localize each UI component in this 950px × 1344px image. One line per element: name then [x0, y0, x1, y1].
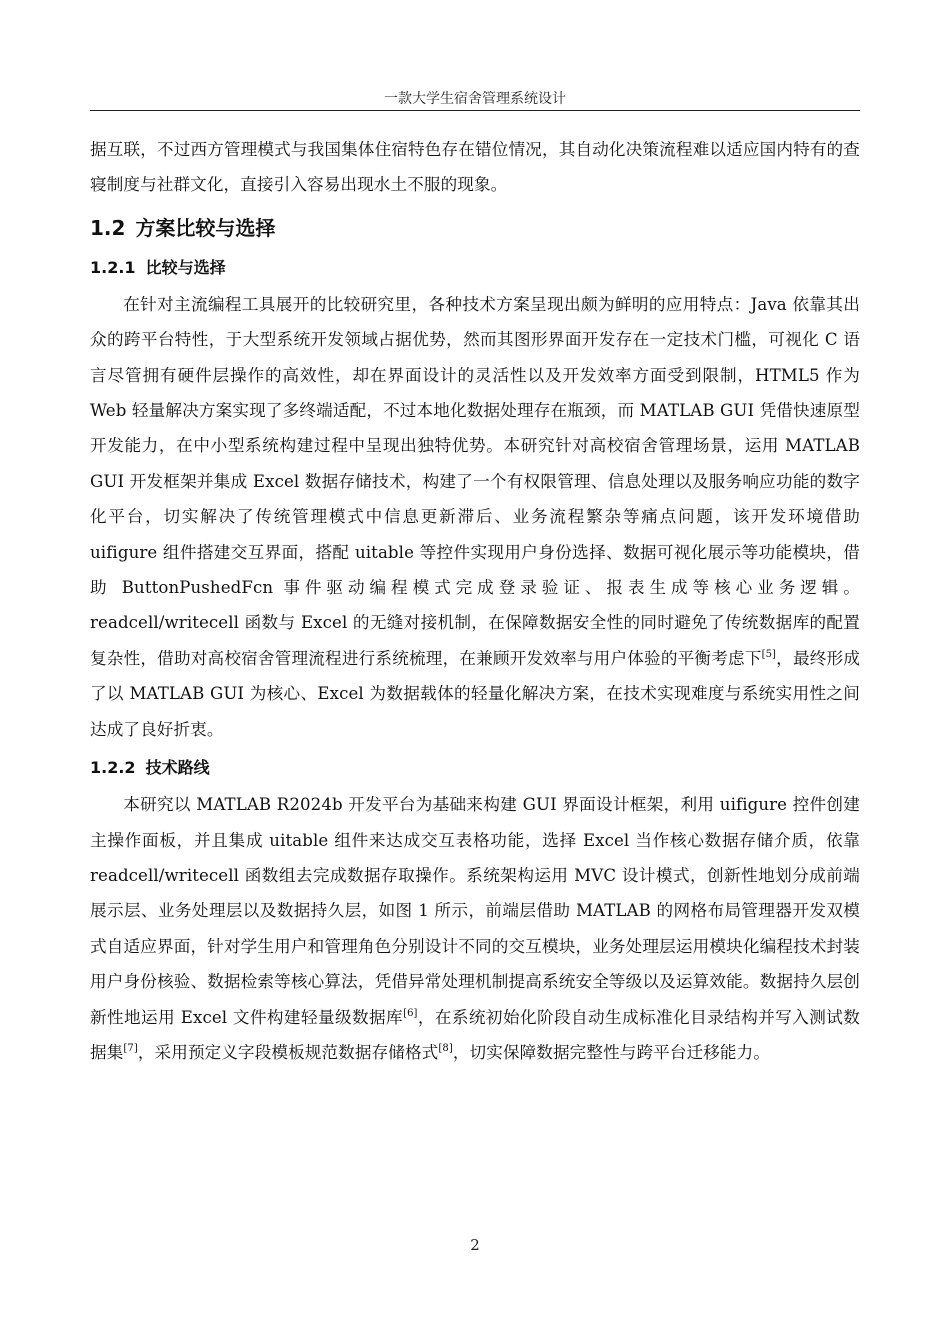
page-number: 2	[470, 1236, 480, 1254]
citation-ref: [5]	[761, 648, 777, 660]
citation-ref: [7]	[123, 1042, 138, 1054]
comparison-paragraph	[90, 287, 860, 747]
subsection-number: 1.2.2	[90, 758, 136, 778]
paragraph-text: ，切实保障数据完整性与跨平台迁移能力。	[452, 1042, 771, 1062]
subsection-title: 技术路线	[145, 758, 210, 778]
intro-paragraph: 据互联，不过西方管理模式与我国集体住宿特色存在错位情况，其自动化决策流程难以适应国内特有的查寝制度与社群文化，直接引入容易出现水土不服的现象。	[90, 140, 860, 195]
header-rule	[90, 110, 860, 111]
technical-route-paragraph	[90, 787, 860, 1070]
paragraph-text: ，最终形成了以 MATLAB GUI 为核心、Excel 为数据载体的轻量化解决方案，在技术实现难度与系统实用性之间达成了良好折衷。	[90, 648, 861, 739]
paragraph-text: ，采用预定义字段模板规范数据存储格式	[137, 1042, 439, 1062]
subsection-number: 1.2.1	[90, 257, 136, 277]
paragraph-text: 在针对主流编程工具展开的比较研究里，各种技术方案呈现出颇为鲜明的应用特点：Java 依靠其出众的跨平台特性，于大型系统开发领域占据优势，然而其图形界面开发存在一定技术门槛，可视化 C 语言尽管拥有硬件层操作的高效性，却在界面设计的灵活性以及开发效率方面受到限制，HTML5 作为 Web 轻量解决方案实现了多终端适配，不过本地化数据处理存在瓶颈，而 MATLAB GUI 凭借快速原型开发能力，在中小型系统构建过程中呈现出独特优势。本研究针对高校宿舍管理场景，运用 MATLAB GUI 开发框架并集成 Excel 数据存储技术，构建了一个有权限管理、信息处理以及服务响应功能的数字化平台，切实解决了传统管理模式中信息更新滞后、业务流程繁杂等痛点问题，该开发环境借助 uifigure 组件搭建交互界面，搭配 uitable 等控件实现用户身份选择、数据可视化展示等功能模块，借助 ButtonPushedFcn 事件驱动编程模式完成登录验证、报表生成等核心业务逻辑。readcell/writecell 函数与 Excel 的无缝对接机制，在保障数据安全性的同时避免了传统数据库的配置复杂性，借助对高校宿舍管理流程进行系统梳理，在兼顾开发效率与用户体验的平衡考虑下	[90, 294, 860, 668]
subsection-title: 比较与选择	[145, 257, 226, 277]
subsection-heading-1-2-1	[90, 251, 860, 285]
paragraph-text: 本研究以 MATLAB R2024b 开发平台为基础来构建 GUI 界面设计框架，利用 uifigure 控件创建主操作面板，并且集成 uitable 组件来达成交互表格功能，选择 Excel 当作核心数据存储介质，依靠 readcell/writecell 函数组去完成数据存取操作。系统架构运用 MVC 设计模式，创新性地划分成前端展示层、业务处理层以及数据持久层，如图 1 所示，前端层借助 MATLAB 的网格布局管理器开发双模式自适应界面，针对学生用户和管理角色分别设计不同的交互模块，业务处理层运用模块化编程技术封装用户身份核验、数据检索等核心算法，凭借异常处理机制提高系统安全等级以及运算效能。数据持久层创新性地运用 Excel 文件构建轻量级数据库	[90, 795, 860, 1027]
subsection-heading-1-2-2	[90, 751, 860, 785]
running-header: 一款大学生宿舍管理系统设计	[384, 91, 566, 107]
section-number: 1.2	[90, 215, 126, 240]
section-heading-1-2	[90, 211, 860, 245]
citation-ref: [8]	[438, 1042, 453, 1054]
section-title: 方案比较与选择	[135, 215, 276, 240]
page-content	[90, 132, 860, 1070]
citation-ref: [6]	[403, 1007, 418, 1019]
paragraph-text: ，在系统初始化阶段自动生成标准化目录结构并写入测试数据集	[90, 1007, 860, 1062]
